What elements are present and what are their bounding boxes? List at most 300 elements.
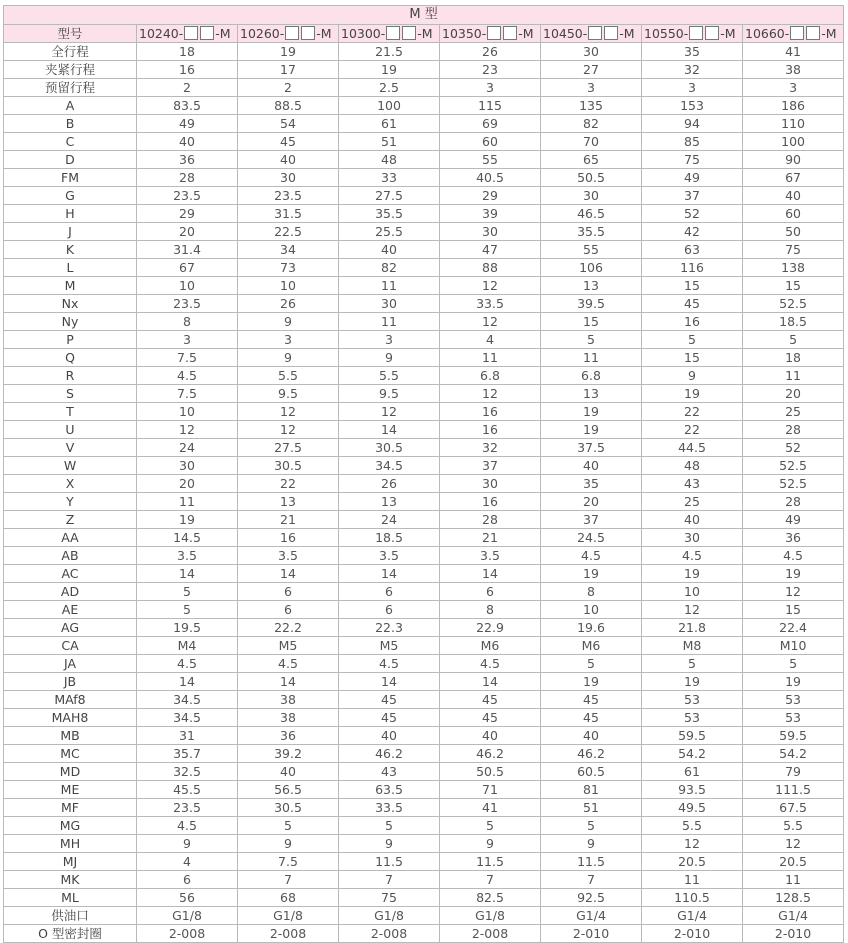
table-cell: 11: [339, 277, 440, 295]
table-cell: 153: [642, 97, 743, 115]
row-label: Q: [4, 349, 137, 367]
model-suffix: -M: [215, 25, 231, 41]
table-cell: 10: [642, 583, 743, 601]
table-cell: 51: [541, 799, 642, 817]
table-cell: 48: [642, 457, 743, 475]
table-cell: 40: [238, 151, 339, 169]
table-title: M 型: [4, 6, 844, 25]
table-cell: 15: [642, 277, 743, 295]
table-cell: 16: [440, 493, 541, 511]
table-cell: 50.5: [541, 169, 642, 187]
table-cell: 27: [541, 61, 642, 79]
table-cell: 31.4: [137, 241, 238, 259]
table-cell: 9: [137, 835, 238, 853]
table-cell: 11: [440, 349, 541, 367]
table-cell: 5: [541, 655, 642, 673]
table-row: [4, 349, 844, 367]
placeholder-box: [503, 26, 517, 40]
placeholder-box: [806, 26, 820, 40]
table-row: [4, 619, 844, 637]
table-cell: 61: [339, 115, 440, 133]
table-cell: 5: [743, 655, 844, 673]
table-cell: 9: [541, 835, 642, 853]
row-label: MAH8: [4, 709, 137, 727]
table-cell: 67: [743, 169, 844, 187]
model-header-2: [339, 25, 440, 43]
table-cell: 20: [137, 475, 238, 493]
row-label: AD: [4, 583, 137, 601]
table-cell: 94: [642, 115, 743, 133]
table-cell: 14: [440, 673, 541, 691]
table-cell: 13: [541, 385, 642, 403]
table-cell: 26: [339, 475, 440, 493]
table-cell: 20.5: [642, 853, 743, 871]
table-cell: 21: [440, 529, 541, 547]
table-cell: 128.5: [743, 889, 844, 907]
table-cell: 82: [339, 259, 440, 277]
table-row: [4, 655, 844, 673]
row-label: 夹紧行程: [4, 61, 137, 79]
table-cell: 11: [743, 871, 844, 889]
table-cell: 17: [238, 61, 339, 79]
table-cell: 16: [238, 529, 339, 547]
table-cell: 3: [642, 79, 743, 97]
table-cell: 52.5: [743, 295, 844, 313]
table-cell: 34.5: [137, 691, 238, 709]
table-cell: 2-008: [440, 925, 541, 943]
table-cell: 23.5: [137, 295, 238, 313]
table-cell: 19: [541, 565, 642, 583]
table-cell: 25: [743, 403, 844, 421]
table-cell: 35.5: [339, 205, 440, 223]
table-row: [4, 385, 844, 403]
table-cell: 37: [642, 187, 743, 205]
table-cell: 30: [440, 223, 541, 241]
table-cell: 4.5: [137, 817, 238, 835]
row-label: MK: [4, 871, 137, 889]
table-cell: 9: [339, 835, 440, 853]
row-label: Y: [4, 493, 137, 511]
table-cell: 52.5: [743, 475, 844, 493]
table-cell: 138: [743, 259, 844, 277]
table-cell: 2-010: [541, 925, 642, 943]
table-cell: 59.5: [642, 727, 743, 745]
table-cell: 23: [440, 61, 541, 79]
table-cell: M5: [238, 637, 339, 655]
table-cell: 2-010: [743, 925, 844, 943]
model-header-3: [440, 25, 541, 43]
table-cell: 2-008: [339, 925, 440, 943]
table-row: [4, 421, 844, 439]
table-cell: 8: [440, 601, 541, 619]
table-cell: 40: [238, 763, 339, 781]
table-cell: 59.5: [743, 727, 844, 745]
table-cell: 45: [339, 691, 440, 709]
table-cell: 4.5: [642, 547, 743, 565]
model-suffix: -M: [417, 25, 433, 41]
model-suffix: -M: [619, 25, 635, 41]
table-cell: 55: [440, 151, 541, 169]
table-cell: 22: [238, 475, 339, 493]
table-cell: 2-008: [238, 925, 339, 943]
table-row: [4, 763, 844, 781]
table-cell: 30.5: [238, 799, 339, 817]
table-row: [4, 907, 844, 925]
table-cell: 40: [541, 727, 642, 745]
table-cell: 54.2: [642, 745, 743, 763]
table-row: [4, 817, 844, 835]
row-label: S: [4, 385, 137, 403]
table-cell: 34.5: [339, 457, 440, 475]
table-cell: 46.2: [440, 745, 541, 763]
table-cell: 21.5: [339, 43, 440, 61]
table-cell: 110.5: [642, 889, 743, 907]
table-cell: 186: [743, 97, 844, 115]
table-cell: 22.5: [238, 223, 339, 241]
row-label: C: [4, 133, 137, 151]
model-header-1: [238, 25, 339, 43]
table-cell: 37.5: [541, 439, 642, 457]
table-cell: 82: [541, 115, 642, 133]
table-cell: 30: [642, 529, 743, 547]
table-cell: 56: [137, 889, 238, 907]
row-label: M: [4, 277, 137, 295]
table-cell: 29: [137, 205, 238, 223]
table-cell: G1/4: [642, 907, 743, 925]
table-cell: 3: [137, 331, 238, 349]
placeholder-box: [200, 26, 214, 40]
row-label: AC: [4, 565, 137, 583]
table-row: [4, 241, 844, 259]
table-cell: 2-010: [642, 925, 743, 943]
row-label: 供油口: [4, 907, 137, 925]
table-cell: 40: [642, 511, 743, 529]
table-cell: 31: [137, 727, 238, 745]
table-cell: 14: [440, 565, 541, 583]
table-cell: 135: [541, 97, 642, 115]
table-cell: 53: [743, 709, 844, 727]
table-row: [4, 475, 844, 493]
row-label: 预留行程: [4, 79, 137, 97]
row-label: U: [4, 421, 137, 439]
table-cell: 67.5: [743, 799, 844, 817]
table-row: [4, 691, 844, 709]
model-header-4: [541, 25, 642, 43]
row-label: MJ: [4, 853, 137, 871]
table-cell: 14.5: [137, 529, 238, 547]
table-cell: 14: [339, 673, 440, 691]
table-cell: 14: [137, 673, 238, 691]
table-cell: 40.5: [440, 169, 541, 187]
table-cell: 21: [238, 511, 339, 529]
table-row: [4, 115, 844, 133]
table-cell: 68: [238, 889, 339, 907]
table-cell: 16: [440, 403, 541, 421]
table-cell: 16: [137, 61, 238, 79]
table-cell: 12: [238, 421, 339, 439]
table-cell: 5: [743, 331, 844, 349]
row-label: W: [4, 457, 137, 475]
table-cell: 49.5: [642, 799, 743, 817]
row-label: AG: [4, 619, 137, 637]
table-cell: 34.5: [137, 709, 238, 727]
table-cell: 53: [642, 691, 743, 709]
table-cell: 28: [743, 421, 844, 439]
table-cell: 36: [743, 529, 844, 547]
placeholder-box: [588, 26, 602, 40]
row-label: D: [4, 151, 137, 169]
table-cell: 35: [642, 43, 743, 61]
table-cell: 4: [137, 853, 238, 871]
table-cell: 11.5: [339, 853, 440, 871]
table-cell: 5.5: [743, 817, 844, 835]
table-row: [4, 709, 844, 727]
table-row: [4, 853, 844, 871]
model-header-6: [743, 25, 844, 43]
table-cell: M6: [440, 637, 541, 655]
table-cell: 90: [743, 151, 844, 169]
table-cell: 4.5: [541, 547, 642, 565]
table-cell: 71: [440, 781, 541, 799]
row-label: MF: [4, 799, 137, 817]
table-cell: 28: [137, 169, 238, 187]
table-row: [4, 781, 844, 799]
table-cell: 3.5: [440, 547, 541, 565]
row-label: JB: [4, 673, 137, 691]
table-cell: 9: [238, 349, 339, 367]
placeholder-box: [604, 26, 618, 40]
row-label: MD: [4, 763, 137, 781]
placeholder-box: [705, 26, 719, 40]
model-prefix: 10660-: [745, 25, 790, 41]
table-cell: 9: [238, 313, 339, 331]
table-cell: G1/8: [238, 907, 339, 925]
table-cell: 19: [541, 403, 642, 421]
table-cell: 26: [440, 43, 541, 61]
table-cell: 4.5: [440, 655, 541, 673]
row-label: JA: [4, 655, 137, 673]
table-cell: 3: [440, 79, 541, 97]
placeholder-box: [790, 26, 804, 40]
table-cell: 50.5: [440, 763, 541, 781]
table-cell: 45: [440, 709, 541, 727]
table-row: [4, 835, 844, 853]
table-row: [4, 295, 844, 313]
table-row: [4, 151, 844, 169]
table-cell: 47: [440, 241, 541, 259]
table-cell: 3: [541, 79, 642, 97]
table-cell: 20: [541, 493, 642, 511]
model-prefix: 10240-: [139, 25, 184, 41]
table-cell: 39.2: [238, 745, 339, 763]
table-cell: 54.2: [743, 745, 844, 763]
table-row: [4, 313, 844, 331]
table-cell: 30: [541, 187, 642, 205]
table-cell: 50: [743, 223, 844, 241]
table-cell: 12: [743, 835, 844, 853]
table-cell: 7: [440, 871, 541, 889]
table-cell: 46.5: [541, 205, 642, 223]
table-cell: 11: [339, 313, 440, 331]
table-cell: 60: [440, 133, 541, 151]
table-cell: 16: [440, 421, 541, 439]
table-cell: M4: [137, 637, 238, 655]
table-cell: 32: [642, 61, 743, 79]
table-cell: 63: [642, 241, 743, 259]
model-suffix: -M: [821, 25, 837, 41]
table-cell: 11: [137, 493, 238, 511]
table-row: [4, 493, 844, 511]
table-cell: 83.5: [137, 97, 238, 115]
table-cell: 19: [541, 421, 642, 439]
table-cell: 9: [339, 349, 440, 367]
table-cell: 6: [440, 583, 541, 601]
table-cell: 45: [541, 691, 642, 709]
table-cell: 75: [642, 151, 743, 169]
table-cell: 19: [743, 565, 844, 583]
table-cell: 43: [339, 763, 440, 781]
table-cell: 46.2: [339, 745, 440, 763]
table-cell: 30.5: [238, 457, 339, 475]
placeholder-box: [487, 26, 501, 40]
table-cell: 11: [541, 349, 642, 367]
table-row: [4, 43, 844, 61]
table-cell: 29: [440, 187, 541, 205]
table-cell: 49: [642, 169, 743, 187]
row-label: ML: [4, 889, 137, 907]
model-header-0: [137, 25, 238, 43]
row-label: R: [4, 367, 137, 385]
table-cell: 45: [541, 709, 642, 727]
table-cell: 19: [137, 511, 238, 529]
table-cell: 19: [238, 43, 339, 61]
table-cell: 4: [440, 331, 541, 349]
table-cell: 6.8: [541, 367, 642, 385]
table-row: [4, 637, 844, 655]
row-label: H: [4, 205, 137, 223]
table-cell: 40: [743, 187, 844, 205]
table-cell: 10: [137, 277, 238, 295]
placeholder-box: [184, 26, 198, 40]
table-cell: 3.5: [238, 547, 339, 565]
table-row: [4, 133, 844, 151]
model-prefix: 10350-: [442, 25, 487, 41]
table-cell: 48: [339, 151, 440, 169]
table-cell: 18.5: [743, 313, 844, 331]
table-cell: 111.5: [743, 781, 844, 799]
table-cell: 20.5: [743, 853, 844, 871]
table-cell: 6: [339, 601, 440, 619]
table-cell: 40: [137, 133, 238, 151]
table-cell: 2-008: [137, 925, 238, 943]
table-cell: 19: [642, 673, 743, 691]
table-cell: 75: [339, 889, 440, 907]
header-row: [4, 25, 844, 43]
table-row: [4, 97, 844, 115]
header-label: 型号: [4, 25, 137, 43]
table-cell: 2: [137, 79, 238, 97]
row-label: T: [4, 403, 137, 421]
table-cell: 15: [743, 277, 844, 295]
table-cell: 45: [642, 295, 743, 313]
table-cell: 3: [238, 331, 339, 349]
title-row: [4, 6, 844, 25]
table-cell: 26: [238, 295, 339, 313]
row-label: Nx: [4, 295, 137, 313]
table-cell: 16: [642, 313, 743, 331]
table-cell: 100: [339, 97, 440, 115]
table-cell: 49: [743, 511, 844, 529]
table-cell: 5.5: [238, 367, 339, 385]
table-cell: 4.5: [137, 367, 238, 385]
table-cell: 12: [238, 403, 339, 421]
table-cell: 6: [339, 583, 440, 601]
table-cell: 6: [137, 871, 238, 889]
table-row: [4, 223, 844, 241]
table-cell: 22.9: [440, 619, 541, 637]
table-cell: 24: [137, 439, 238, 457]
table-cell: 30: [137, 457, 238, 475]
row-label: Ny: [4, 313, 137, 331]
table-cell: 5.5: [339, 367, 440, 385]
row-label: V: [4, 439, 137, 457]
table-cell: 36: [137, 151, 238, 169]
table-row: [4, 277, 844, 295]
table-row: [4, 259, 844, 277]
table-cell: 23.5: [137, 799, 238, 817]
table-row: [4, 799, 844, 817]
table-cell: 5.5: [642, 817, 743, 835]
table-cell: 22.2: [238, 619, 339, 637]
table-cell: 54: [238, 115, 339, 133]
table-cell: 11: [642, 871, 743, 889]
row-label: MG: [4, 817, 137, 835]
table-cell: 35.7: [137, 745, 238, 763]
table-cell: 18.5: [339, 529, 440, 547]
table-cell: M5: [339, 637, 440, 655]
table-cell: G1/8: [137, 907, 238, 925]
table-cell: 33: [339, 169, 440, 187]
table-cell: 39: [440, 205, 541, 223]
table-cell: 21.8: [642, 619, 743, 637]
table-cell: 27.5: [339, 187, 440, 205]
table-cell: 28: [743, 493, 844, 511]
row-label: AE: [4, 601, 137, 619]
table-cell: 31.5: [238, 205, 339, 223]
table-cell: 46.2: [541, 745, 642, 763]
table-cell: 9.5: [339, 385, 440, 403]
placeholder-box: [689, 26, 703, 40]
model-header-5: [642, 25, 743, 43]
table-cell: 30: [339, 295, 440, 313]
table-cell: 10: [238, 277, 339, 295]
table-cell: 2: [238, 79, 339, 97]
table-cell: 7: [339, 871, 440, 889]
table-cell: 15: [642, 349, 743, 367]
table-cell: 27.5: [238, 439, 339, 457]
table-cell: 40: [339, 727, 440, 745]
model-suffix: -M: [518, 25, 534, 41]
table-cell: 30: [238, 169, 339, 187]
row-label: MH: [4, 835, 137, 853]
table-cell: 36: [238, 727, 339, 745]
table-cell: 30: [541, 43, 642, 61]
table-cell: 22.3: [339, 619, 440, 637]
table-cell: 12: [440, 277, 541, 295]
model-prefix: 10550-: [644, 25, 689, 41]
table-cell: 14: [137, 565, 238, 583]
table-cell: 11: [743, 367, 844, 385]
